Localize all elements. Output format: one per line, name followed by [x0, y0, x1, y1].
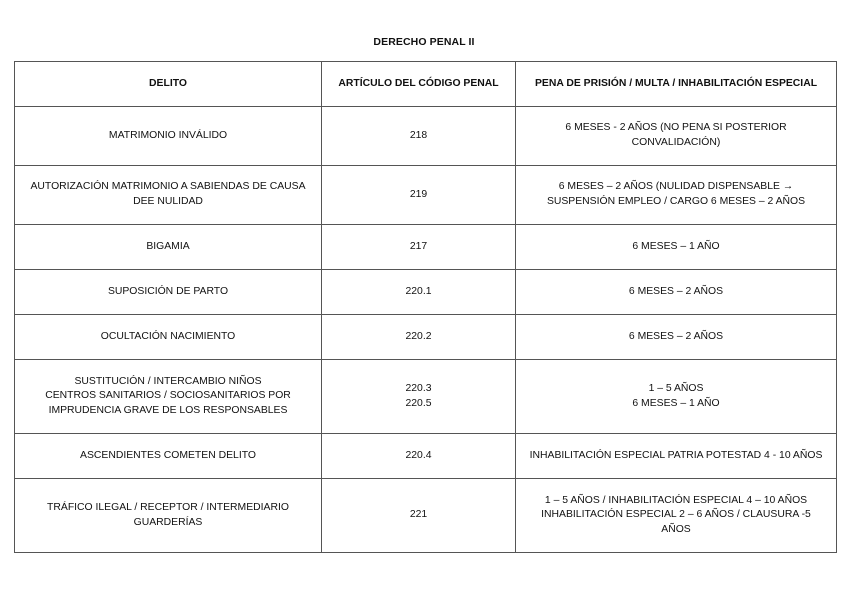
table-row [15, 270, 837, 315]
articulo-text: 220.4 [405, 449, 432, 461]
header-articulo: ARTÍCULO DEL CÓDIGO PENAL [322, 62, 516, 107]
delito-text: MATRIMONIO INVÁLIDO [108, 129, 228, 141]
cell-delito [15, 225, 322, 270]
table-row [15, 107, 837, 166]
pena-text: 6 MESES – 1 AÑO [632, 397, 720, 409]
pena-text: 6 MESES – 2 AÑOS (NULIDAD DISPENSABLE → [558, 181, 794, 193]
table-row [15, 434, 837, 479]
table-row [15, 479, 837, 553]
articulo-text: 221 [409, 509, 428, 521]
table-row [15, 225, 837, 270]
table-row [15, 315, 837, 360]
delito-text: BIGAMIA [146, 240, 190, 252]
cell-delito [15, 434, 322, 479]
delito-text: SUPOSICIÓN DE PARTO [107, 285, 229, 297]
articulo-text: 220.2 [405, 330, 432, 342]
pena-text: AÑOS [661, 523, 691, 535]
header-delito: DELITO [15, 62, 322, 107]
cell-articulo [322, 270, 516, 315]
cell-articulo [322, 360, 516, 434]
pena-text: 6 MESES – 1 AÑO [632, 240, 720, 252]
delito-text: SUSTITUCIÓN / INTERCAMBIO NIÑOS [74, 375, 262, 387]
pena-text: INHABILITACIÓN ESPECIAL PATRIA POTESTAD 4 - 10 AÑOS [529, 449, 823, 461]
pena-text: 6 MESES – 2 AÑOS [628, 330, 724, 342]
cell-pena [516, 360, 837, 434]
cell-articulo [322, 434, 516, 479]
cell-pena [516, 434, 837, 479]
delito-text: ASCENDIENTES COMETEN DELITO [80, 449, 256, 461]
pena-text: INHABILITACIÓN ESPECIAL 2 – 6 AÑOS / CLAUSURA -5 [541, 509, 811, 521]
delito-text: CENTROS SANITARIOS / SOCIOSANITARIOS POR [45, 390, 291, 402]
cell-articulo [322, 166, 516, 225]
header-pena: PENA DE PRISIÓN / MULTA / INHABILITACIÓN ESPECIAL [516, 62, 837, 107]
cell-articulo [322, 225, 516, 270]
articulo-text: 217 [409, 240, 428, 252]
cell-articulo [322, 479, 516, 553]
cell-delito [15, 479, 322, 553]
cell-delito [15, 107, 322, 166]
pena-text: CONVALIDACIÓN) [631, 137, 721, 148]
cell-pena [516, 225, 837, 270]
articulo-text: 220.1 [405, 285, 432, 297]
cell-articulo [322, 315, 516, 360]
articulo-text: 220.3 [405, 382, 432, 394]
cell-pena [516, 166, 837, 225]
delito-text: AUTORIZACIÓN MATRIMONIO A SABIENDAS DE CAUSA [30, 181, 306, 193]
delito-text: OCULTACIÓN NACIMIENTO [100, 330, 236, 342]
pena-text: 1 – 5 AÑOS [648, 382, 704, 394]
articulo-text: 219 [409, 188, 428, 200]
header-row [15, 62, 837, 107]
delito-text: IMPRUDENCIA GRAVE DE LOS RESPONSABLES [48, 404, 288, 416]
pena-text: 6 MESES - 2 AÑOS (NO PENA SI POSTERIOR [565, 122, 787, 134]
penal-table [14, 61, 837, 553]
cell-pena [516, 270, 837, 315]
articulo-text: 218 [409, 129, 428, 141]
cell-delito [15, 270, 322, 315]
cell-delito [15, 360, 322, 434]
cell-articulo [322, 107, 516, 166]
table-row [15, 360, 837, 434]
table-row [15, 166, 837, 225]
document-title: DERECHO PENAL II [373, 36, 475, 48]
articulo-text: 220.5 [405, 397, 432, 409]
delito-text: DEE NULIDAD [133, 196, 203, 207]
pena-text: 6 MESES – 2 AÑOS [628, 285, 724, 297]
delito-text: TRÁFICO ILEGAL / RECEPTOR / INTERMEDIARIO [47, 501, 289, 513]
cell-pena [516, 479, 837, 553]
delito-text: GUARDERÍAS [133, 516, 203, 528]
pena-text: 1 – 5 AÑOS / INHABILITACIÓN ESPECIAL 4 – 10 AÑOS [544, 494, 808, 506]
cell-delito [15, 166, 322, 225]
pena-text: SUSPENSIÓN EMPLEO / CARGO 6 MESES – 2 AÑOS [546, 196, 806, 207]
cell-delito [15, 315, 322, 360]
cell-pena [516, 315, 837, 360]
cell-pena [516, 107, 837, 166]
